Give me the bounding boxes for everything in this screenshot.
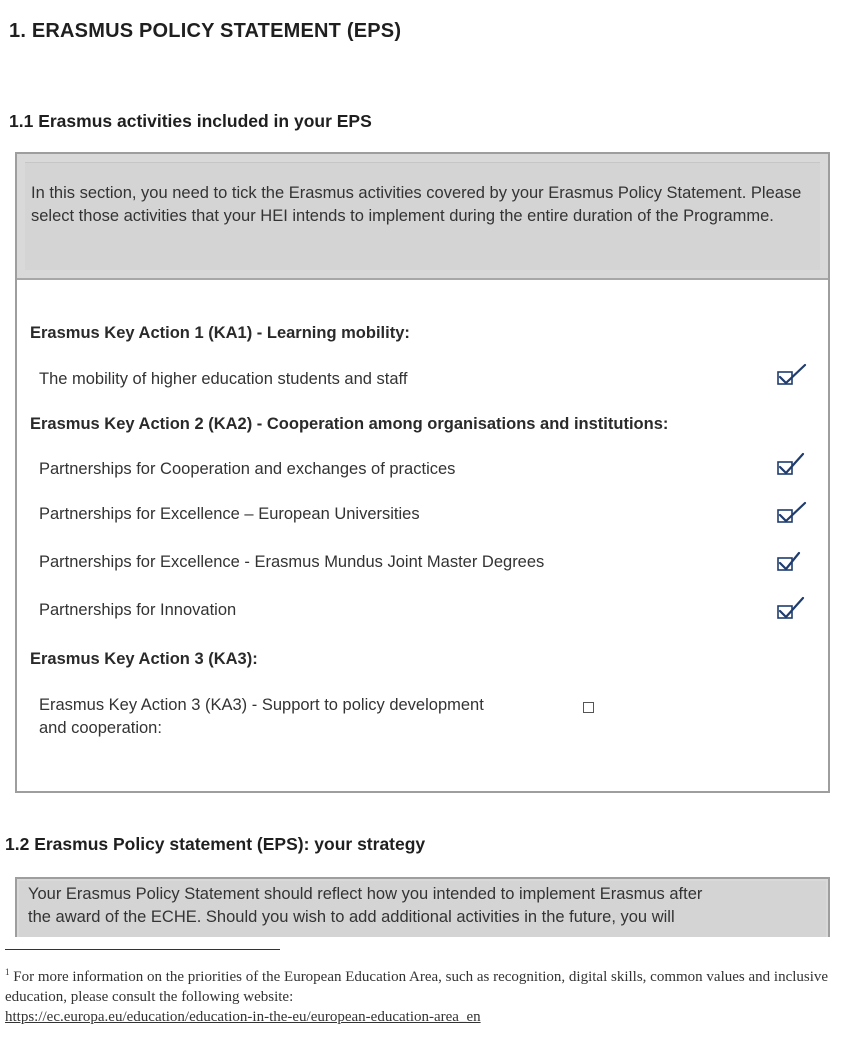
footnote-text: For more information on the priorities of the European Education Area, such as recognition, digital skills, common values and inclusive education, please consult the following website: bbox=[5, 969, 829, 1005]
ka1-item-student-staff-mobility: The mobility of higher education students and staff bbox=[39, 370, 408, 388]
strategy-instructions-panel bbox=[15, 877, 830, 937]
activities-panel bbox=[15, 152, 830, 793]
footnote bbox=[5, 962, 835, 1027]
strategy-text-line1: Your Erasmus Policy Statement should reflect how you intended to implement Erasmus after bbox=[28, 885, 703, 903]
check-icon bbox=[775, 452, 811, 482]
ka2-item-erasmus-mundus: Partnerships for Excellence - Erasmus Mundus Joint Master Degrees bbox=[39, 553, 545, 571]
checkbox-ka2-innovation[interactable] bbox=[775, 596, 811, 626]
check-icon bbox=[775, 500, 811, 530]
section-1-2-title: 1.2 Erasmus Policy statement (EPS): your strategy bbox=[5, 834, 426, 854]
strategy-instructions-text bbox=[28, 883, 828, 929]
instructions-text: In this section, you need to tick the Erasmus activities covered by your Erasmus Policy Statement. Please select those activities that your HEI intends to implement during the entire duration of the Programme. bbox=[31, 184, 802, 225]
checkbox-ka2-erasmus-mundus[interactable] bbox=[775, 548, 811, 578]
checkbox-ka1-mobility[interactable] bbox=[775, 362, 811, 392]
ka2-item-cooperation-exchanges: Partnerships for Cooperation and exchanges of practices bbox=[39, 460, 456, 478]
check-icon bbox=[775, 362, 811, 392]
ka3-item-label-line1: Erasmus Key Action 3 (KA3) - Support to policy development bbox=[39, 696, 484, 714]
strategy-text-line2: the award of the ECHE. Should you wish to add additional activities in the future, you will bbox=[28, 908, 675, 926]
ka2-item-innovation: Partnerships for Innovation bbox=[39, 601, 237, 619]
ka1-title: Erasmus Key Action 1 (KA1) - Learning mobility: bbox=[30, 324, 410, 342]
ka2-item-european-universities: Partnerships for Excellence – European Universities bbox=[39, 505, 420, 523]
checkbox-ka2-cooperation[interactable] bbox=[775, 452, 811, 482]
check-icon bbox=[775, 596, 811, 626]
checkbox-ka2-european-universities[interactable] bbox=[775, 500, 811, 530]
check-icon bbox=[775, 548, 811, 578]
ka3-title: Erasmus Key Action 3 (KA3): bbox=[30, 650, 258, 668]
ka3-item-label-line2: and cooperation: bbox=[39, 719, 162, 737]
checkbox-ka3-policy-support[interactable] bbox=[583, 702, 594, 713]
page-heading: 1. ERASMUS POLICY STATEMENT (EPS) bbox=[9, 20, 402, 42]
footnote-divider bbox=[5, 949, 280, 950]
footnote-link[interactable]: https://ec.europa.eu/education/education-in-the-eu/european-education-area_en bbox=[5, 1009, 481, 1025]
section-1-1-title: 1.1 Erasmus activities included in your EPS bbox=[9, 111, 372, 131]
footnote-marker: 1 bbox=[5, 967, 10, 977]
ka3-item-policy-support bbox=[39, 694, 484, 740]
ka2-title: Erasmus Key Action 2 (KA2) - Cooperation among organisations and institutions: bbox=[30, 415, 669, 433]
